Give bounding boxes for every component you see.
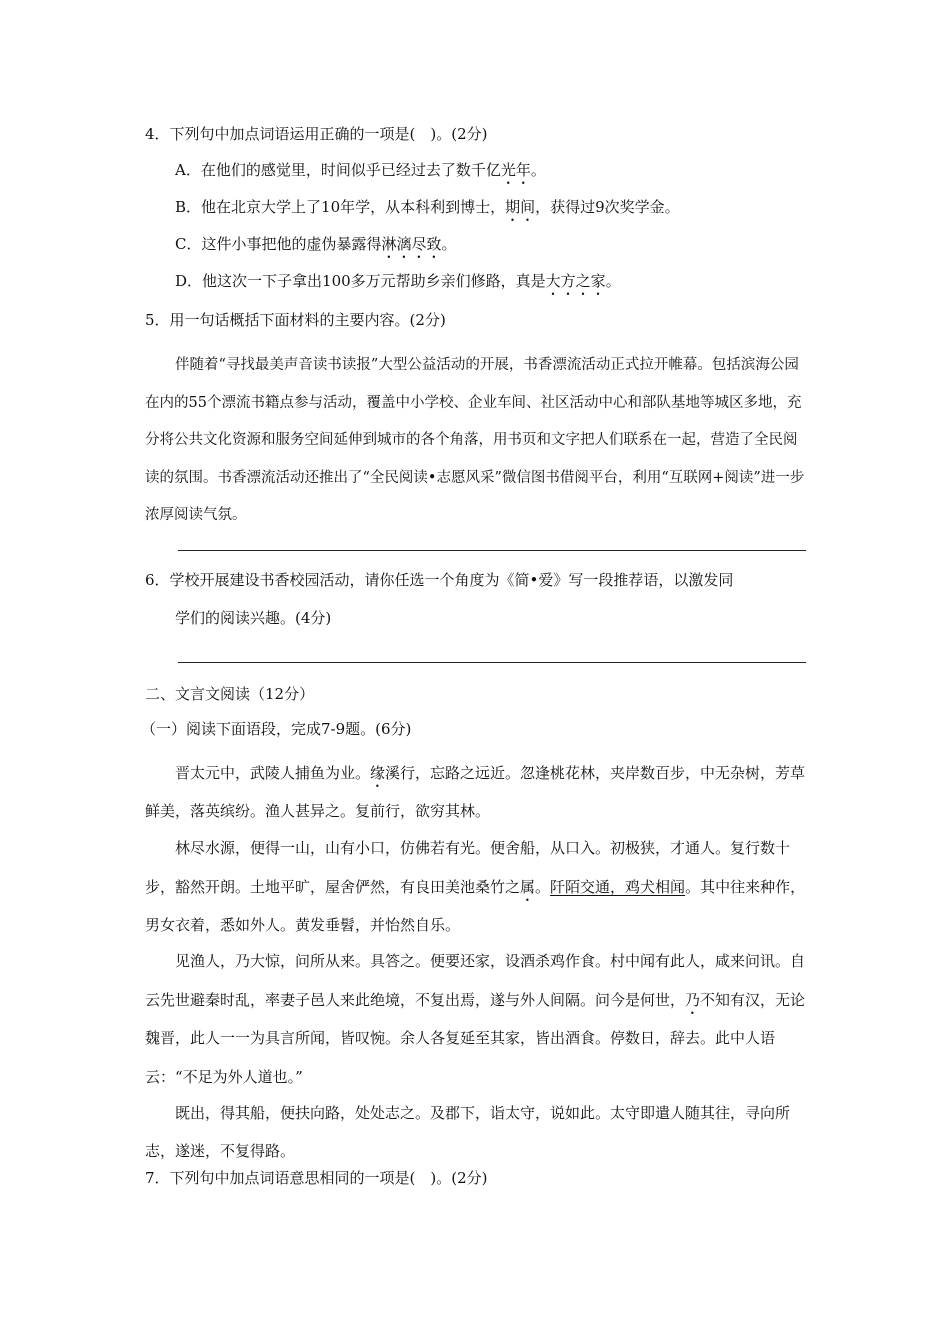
- question-5-stem: 5．用一句话概括下面材料的主要内容。(2分): [145, 311, 446, 329]
- option-text: 。: [441, 235, 457, 253]
- option-text: B．他在北京大学上了10年学，从本科利到博士，: [175, 198, 506, 216]
- passage-text: 。其中往来种作，男女衣着，悉如外人。黄发垂髫，并怡然自乐。: [145, 877, 806, 934]
- dotted-word: 乃: [685, 990, 701, 1009]
- option-text: 。: [605, 272, 621, 290]
- section-2-subtitle: （一）阅读下面语段，完成7-9题。(6分): [141, 720, 412, 738]
- passage-paragraph-2: [145, 829, 807, 945]
- passage-paragraph-3: [145, 942, 807, 1096]
- question-4-option-d: [175, 271, 621, 299]
- question-6-answer-line[interactable]: [178, 662, 806, 663]
- dotted-word: 淋漓尽致: [381, 235, 442, 253]
- passage-text: 不知有汉，无论魏晋，此人一一为具言所闻，皆叹惋。余人各复延至其家，皆出酒食。停数日，辞去。此中人语云：“不足为外人道也。”: [145, 990, 806, 1086]
- passage-text: 见渔人，乃大惊，问所从来。具答之。便要还家，设酒杀鸡作食。村中闻有此人，咸来问讯。自云先世避秦时乱，率妻子邑人来此绝境，不复出焉，遂与外人间隔。问今是何世，: [145, 952, 806, 1009]
- question-5-material: 伴随着“寻找最美声音读书读报”大型公益活动的开展，书香漂流活动正式拉开帷幕。包括滨海公园在内的55个漂流书籍点参与活动，覆盖中小学校、企业车间、社区活动中心和部队基地等城区多地，充分将公共文化资源和服务空间延伸到城市的各个角落，用书页和文字把人们联系在一起，营造了全民阅读的氛围。书香漂流活动还推出了“全民阅读•志愿风采”微信图书借阅平台，利用“互联网+阅读”进一步浓厚阅读气氛。: [145, 357, 805, 523]
- passage-text: 晋太元中，武陵人捕鱼为业。: [175, 764, 371, 782]
- passage-paragraph-4: 既出，得其船，便扶向路，处处志之。及郡下，诣太守，说如此。太守即遣人随其往，寻向所志，遂迷，不复得路。: [145, 1104, 791, 1160]
- passage-text: 。: [535, 877, 551, 896]
- question-4-option-a: [175, 160, 546, 188]
- section-2-title: 二、文言文阅读（12分）: [145, 685, 315, 703]
- dotted-word: 光年: [500, 161, 531, 179]
- dotted-word: 缘: [370, 764, 386, 782]
- question-4-option-c: [175, 234, 457, 262]
- dotted-word: 期间: [505, 198, 536, 216]
- question-4-option-b: [175, 197, 680, 225]
- question-4-stem: 4．下列句中加点词语运用正确的一项是( )。(2分): [145, 125, 488, 143]
- passage-paragraph-1: [145, 754, 807, 830]
- underlined-phrase: 阡陌交通，鸡犬相闻: [550, 877, 686, 896]
- dotted-word: 属: [520, 877, 536, 896]
- passage-text: 溪行，忘路之远近。忽逢桃花林，夹岸数百步，中无杂树，芳草鲜美，落英缤纷。渔人甚异之。复前行，欲穷其林。: [145, 764, 806, 820]
- question-7-stem: 7．下列句中加点词语意思相同的一项是( )。(2分): [145, 1169, 488, 1187]
- question-6-stem-line-1: 6．学校开展建设书香校园活动，请你任选一个角度为《简•爱》写一段推荐语，以激发同: [145, 571, 734, 589]
- option-text: A．在他们的感觉里，时间似乎已经过去了数千亿: [175, 161, 501, 179]
- option-text: 。: [530, 161, 546, 179]
- passage-text: 林尽水源，便得一山，山有小口，仿佛若有光。便舍船，从口入。初极狭，才通人。复行数十步，豁然开朗。土地平旷，屋舍俨然，有良田美池桑竹之: [145, 839, 791, 896]
- dotted-word: 大方之家: [545, 272, 606, 290]
- question-6-stem-line-2: 学们的阅读兴趣。(4分): [175, 609, 332, 627]
- option-text: D．他这次一下子拿出100多万元帮助乡亲们修路，真是: [175, 272, 546, 290]
- question-5-answer-line[interactable]: [178, 550, 806, 551]
- option-text: C．这件小事把他的虚伪暴露得: [175, 235, 382, 253]
- option-text: ，获得过9次奖学金。: [535, 198, 680, 216]
